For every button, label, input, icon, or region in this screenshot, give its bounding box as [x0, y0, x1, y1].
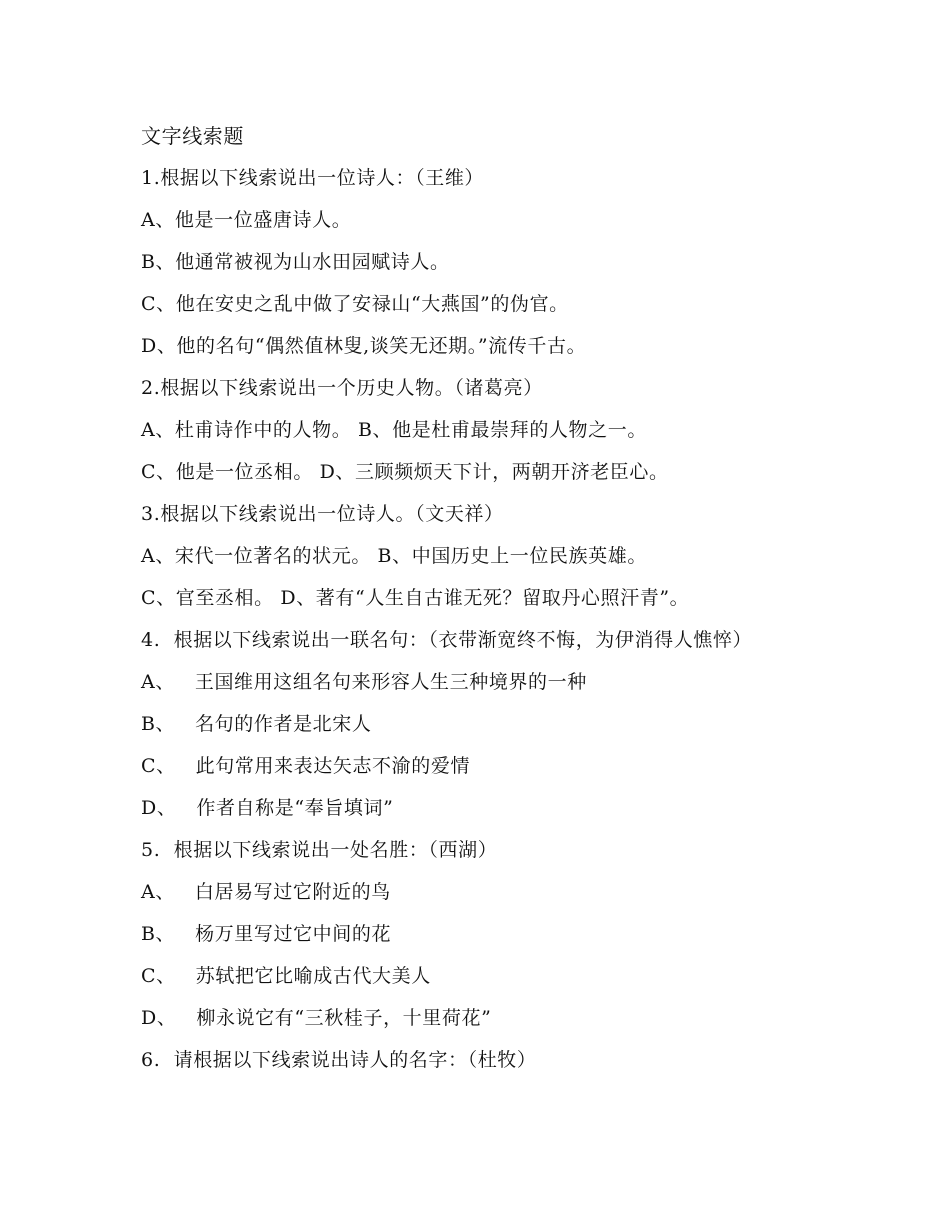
question-3: 3.根据以下线索说出一位诗人。（文天祥）	[141, 503, 504, 525]
question-2: 2.根据以下线索说出一个历史人物。（诸葛亮）	[141, 377, 543, 399]
clue-4-b: B、 名句的作者是北宋人	[141, 713, 372, 735]
clue-1-c: C、他在安史之乱中做了安禄山“大燕国”的伪官。	[141, 293, 569, 315]
question-5: 5. 根据以下线索说出一处名胜：（西湖）	[141, 839, 498, 861]
clue-5-a: A、 白居易写过它附近的鸟	[141, 881, 391, 903]
clue-2-cd: C、他是一位丞相。 D、三顾频烦天下计，两朝开济老臣心。	[141, 461, 669, 483]
document-body	[141, 122, 806, 1088]
clue-3-ab: A、宋代一位著名的状元。 B、中国历史上一位民族英雄。	[141, 545, 647, 567]
document-title: 文字线索题	[141, 124, 244, 148]
clue-5-b: B、 杨万里写过它中间的花	[141, 923, 392, 945]
clue-1-d: D、他的名句“偶然值林叟,谈笑无还期。”流传千古。	[141, 335, 587, 357]
clue-2-ab: A、杜甫诗作中的人物。 B、他是杜甫最崇拜的人物之一。	[141, 419, 647, 441]
clue-4-c: C、 此句常用来表达矢志不渝的爱情	[141, 755, 471, 777]
question-6: 6. 请根据以下线索说出诗人的名字：（杜牧）	[141, 1049, 537, 1071]
clue-4-a: A、 王国维用这组名句来形容人生三种境界的一种	[141, 671, 587, 693]
clue-5-d: D、 柳永说它有“三秋桂子，十里荷花”	[141, 1007, 492, 1029]
clue-4-d: D、 作者自称是“奉旨填词”	[141, 797, 394, 819]
clue-5-c: C、 苏轼把它比喻成古代大美人	[141, 965, 431, 987]
clue-1-b: B、他通常被视为山水田园赋诗人。	[141, 251, 450, 273]
question-4: 4. 根据以下线索说出一联名句：（衣带渐宽终不悔，为伊消得人憔悴）	[141, 629, 753, 651]
clue-1-a: A、他是一位盛唐诗人。	[141, 209, 352, 231]
question-1: 1.根据以下线索说出一位诗人：（王维）	[141, 167, 485, 189]
clue-3-cd: C、官至丞相。 D、著有“人生自古谁无死？留取丹心照汗青”。	[141, 587, 690, 609]
